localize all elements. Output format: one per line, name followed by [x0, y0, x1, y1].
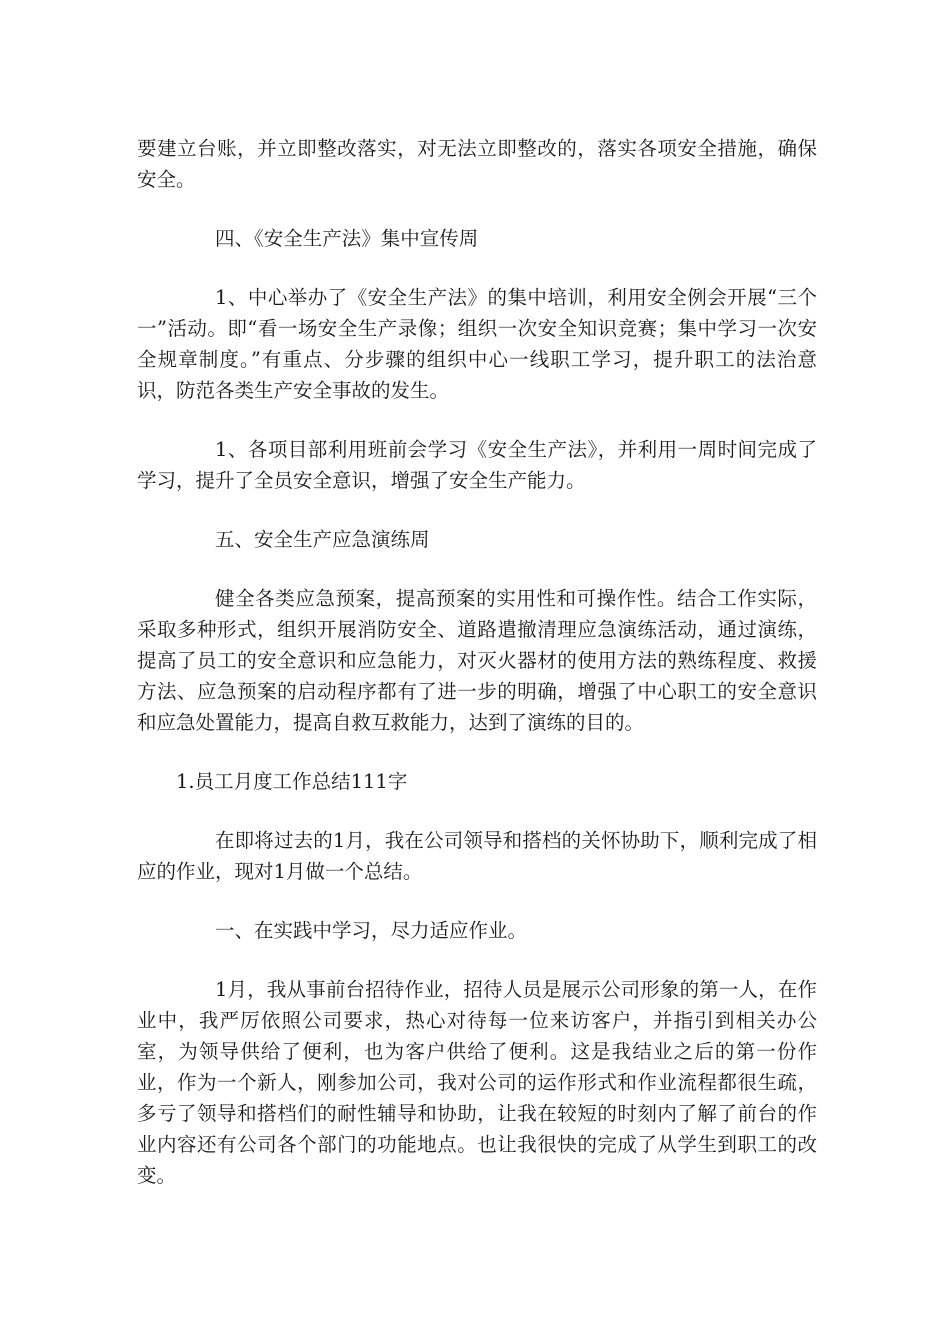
paragraph: 1、各项目部利用班前会学习《安全生产法》，并利用一周时间完成了学习，提升了全员安全意识，增强了安全生产能力。	[137, 438, 817, 492]
paragraph: 健全各类应急预案，提高预案的实用性和可操作性。结合工作实际，采取多种形式，组织开展消防安全、道路遣撤清理应急演练活动，通过演练，提高了员工的安全意识和应急能力，对灭火器材的使用方法的熟练程度、救援方法、应急预案的启动程序都有了进一步的明确，增强了中心职工的安全意识和应急处置能力，提高自救互救能力，达到了演练的目的。	[137, 587, 817, 734]
document-body	[137, 133, 817, 1219]
section-heading-5: 五、安全生产应急演练周	[215, 528, 430, 551]
article-title: 1.员工月度工作总结111字	[176, 770, 408, 793]
section-heading-1: 一、在实践中学习，尽力适应作业。	[215, 919, 528, 942]
paragraph: 1月，我从事前台招待作业，招待人员是展示公司形象的第一人，在作业中，我严厉依照公司要求，热心对待每一位来访客户，并指引到相关办公室，为领导供给了便利，也为客户供给了便利。这是我结业之后的第一份作业，作为一个新人，刚参加公司，我对公司的运作形式和作业流程都很生疏，多亏了领导和搭档们的耐性辅导和协助，让我在较短的时刻内了解了前台的作业内容还有公司各个部门的功能地点。也让我很快的完成了从学生到职工的改变。	[137, 978, 817, 1187]
section-heading-4: 四、《安全生产法》集中宣传周	[215, 227, 479, 250]
paragraph: 在即将过去的1月，我在公司领导和搭档的关怀协助下，顺利完成了相应的作业，现对1月做一个总结。	[137, 829, 817, 883]
paragraph: 1、中心举办了《安全生产法》的集中培训，利用安全例会开展“三个一”活动。即“看一场安全生产录像；组织一次安全知识竞赛；集中学习一次安全规章制度。”有重点、分步骤的组织中心一线职工学习，提升职工的法治意识，防范各类生产安全事故的发生。	[137, 286, 817, 402]
paragraph-continuation: 要建立台账，并立即整改落实，对无法立即整改的，落实各项安全措施，确保安全。	[137, 137, 817, 191]
